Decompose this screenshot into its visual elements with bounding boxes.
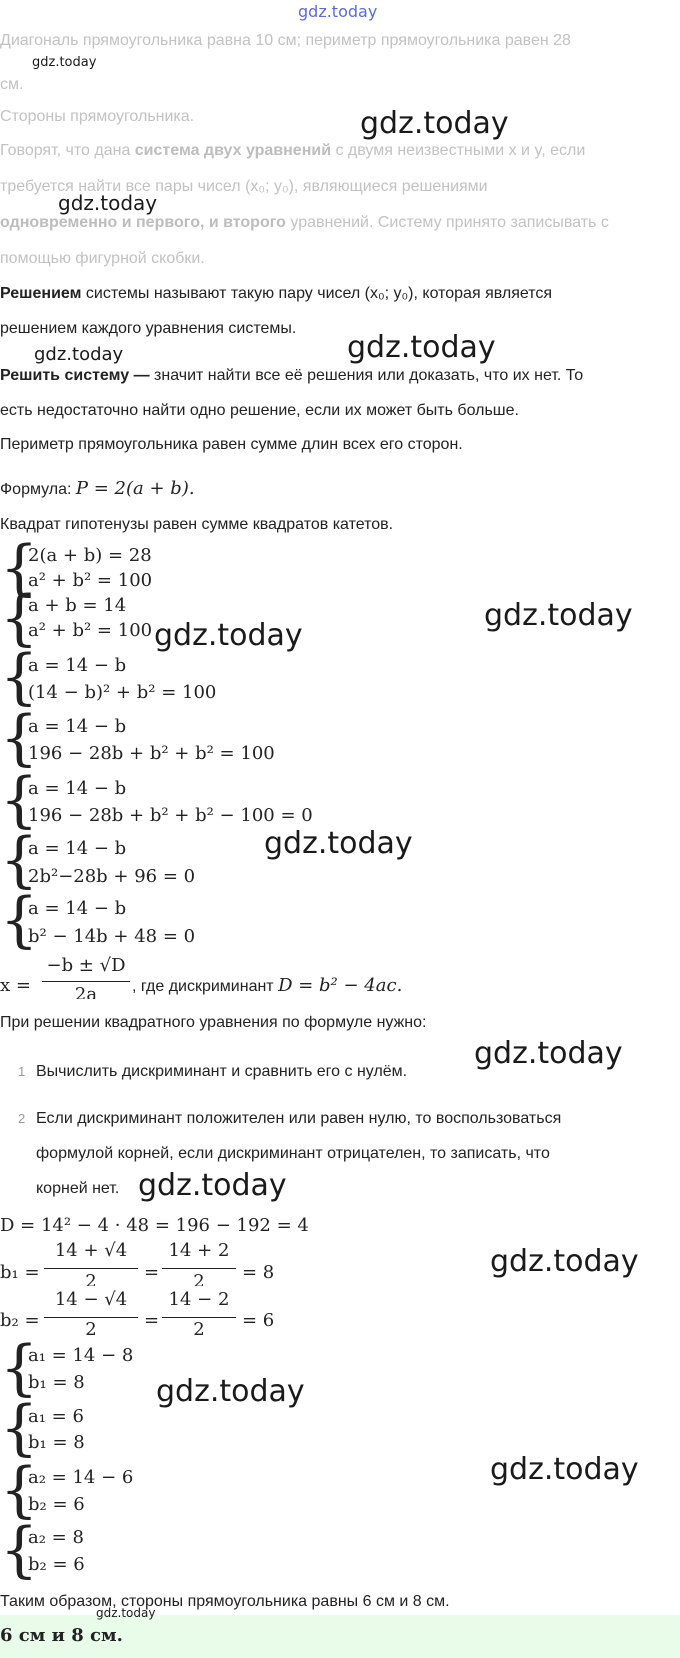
discriminant-text: , где дискриминант D = b² − 4ac. bbox=[132, 975, 403, 996]
equation: a₂ = 14 − 6 bbox=[28, 1467, 134, 1488]
fraction-denominator: 2 bbox=[85, 1271, 97, 1286]
watermark-top: gdz.today bbox=[298, 2, 378, 21]
system-brace: { bbox=[0, 885, 39, 955]
fraction-numerator: 14 + 2 bbox=[168, 1240, 230, 1261]
watermark: gdz.today bbox=[347, 330, 496, 365]
b2-result: = 6 bbox=[242, 1310, 275, 1331]
equation: b² − 14b + 48 = 0 bbox=[28, 926, 196, 947]
equals: = bbox=[144, 1262, 160, 1283]
discriminant-calc: D = 14² − 4 · 48 = 196 − 192 = 4 bbox=[0, 1215, 309, 1236]
intro-line: Диагональ прямоугольника равна 10 см; периметр прямоугольника равен 28 bbox=[0, 32, 571, 49]
perimeter-text: Периметр прямоугольника равен сумме длин всех его сторон. bbox=[0, 436, 463, 453]
formula-x: x = bbox=[0, 975, 31, 996]
fraction-numerator: −b ± √D bbox=[46, 955, 126, 976]
intro-paragraph: Говорят, что дана система двух уравнений с двумя неизвестными x и y, если bbox=[0, 142, 586, 159]
equation: a₁ = 14 − 8 bbox=[28, 1345, 134, 1366]
equation: a₂ = 8 bbox=[28, 1527, 84, 1548]
equation: (14 − b)² + b² = 100 bbox=[28, 682, 217, 703]
system-brace: { bbox=[0, 1333, 39, 1403]
system-brace: { bbox=[0, 765, 39, 835]
fraction-line bbox=[44, 1268, 138, 1269]
system-brace: { bbox=[0, 1455, 39, 1525]
intro-line: см. bbox=[0, 76, 24, 93]
solution-definition: решением каждого уравнения системы. bbox=[0, 320, 297, 337]
watermark: gdz.today bbox=[34, 344, 124, 365]
answer-text: 6 см и 8 см. bbox=[0, 1625, 123, 1646]
watermark: gdz.today bbox=[58, 191, 158, 215]
b2-lhs: b₂ = bbox=[0, 1310, 40, 1331]
intro-line: Стороны прямоугольника. bbox=[0, 108, 195, 125]
fraction-line bbox=[162, 1317, 236, 1318]
solve-definition: Решить систему — значит найти все её решения или доказать, что их нет. То bbox=[0, 367, 584, 384]
watermark: gdz.today bbox=[156, 1374, 305, 1409]
quadratic-intro: При решении квадратного уравнения по формуле нужно: bbox=[0, 1014, 427, 1031]
system-brace: { bbox=[0, 1515, 39, 1585]
answer-box bbox=[0, 1615, 680, 1658]
step-number: 2 bbox=[18, 1111, 26, 1126]
system-brace: { bbox=[0, 642, 39, 712]
watermark: gdz.today bbox=[360, 106, 509, 141]
equation: 196 − 28b + b² + b² − 100 = 0 bbox=[28, 805, 313, 826]
step-text: формулой корней, если дискриминант отрицателен, то записать, что bbox=[36, 1145, 550, 1162]
intro-paragraph: помощью фигурной скобки. bbox=[0, 250, 205, 267]
watermark: gdz.today bbox=[96, 1606, 156, 1620]
equation: b₂ = 6 bbox=[28, 1554, 85, 1575]
system-brace: { bbox=[0, 583, 39, 653]
equation: b₁ = 8 bbox=[28, 1372, 85, 1393]
b1-result: = 8 bbox=[242, 1262, 275, 1283]
intro-paragraph: одновременно и первого, и второго уравнений. Систему принято записывать с bbox=[0, 214, 609, 231]
step-number: 1 bbox=[18, 1064, 26, 1079]
fraction-denominator: 2 bbox=[85, 1319, 97, 1340]
watermark: gdz.today bbox=[490, 1244, 639, 1279]
equation: b₂ = 6 bbox=[28, 1494, 85, 1515]
system-brace: { bbox=[0, 703, 39, 773]
conclusion-text: Таким образом, стороны прямоугольника равны 6 см и 8 см. bbox=[0, 1593, 450, 1610]
b1-lhs: b₁ = bbox=[0, 1262, 40, 1283]
watermark: gdz.today bbox=[154, 618, 303, 653]
fraction-denominator: 2 bbox=[193, 1271, 205, 1286]
step-text: корней нет. bbox=[36, 1180, 120, 1197]
pythagoras-text: Квадрат гипотенузы равен сумме квадратов катетов. bbox=[0, 516, 394, 533]
formula-line: Формула: P = 2(a + b). bbox=[0, 478, 195, 499]
equation: a = 14 − b bbox=[28, 838, 127, 859]
system-brace: { bbox=[0, 533, 39, 603]
watermark: gdz.today bbox=[484, 598, 633, 633]
fraction-numerator: 14 + √4 bbox=[54, 1240, 128, 1261]
equation: a₁ = 6 bbox=[28, 1406, 84, 1427]
equation: 196 − 28b + b² + b² = 100 bbox=[28, 743, 275, 764]
watermark: gdz.today bbox=[474, 1036, 623, 1071]
equals: = bbox=[144, 1310, 160, 1331]
equation: 2b²−28b + 96 = 0 bbox=[28, 866, 196, 887]
watermark: gdz.today bbox=[138, 1168, 287, 1203]
equation: a = 14 − b bbox=[28, 778, 127, 799]
fraction-numerator: 14 − √4 bbox=[54, 1289, 128, 1310]
watermark: gdz.today bbox=[490, 1452, 639, 1487]
equation: a = 14 − b bbox=[28, 898, 127, 919]
intro-paragraph: требуется найти все пары чисел (x₀; y₀), являющиеся решениями bbox=[0, 178, 488, 195]
equation: a² + b² = 100 bbox=[28, 620, 153, 641]
equation: b₁ = 8 bbox=[28, 1432, 85, 1453]
equation: a = 14 − b bbox=[28, 716, 127, 737]
fraction-denominator: 2 bbox=[193, 1319, 205, 1340]
watermark: gdz.today bbox=[32, 55, 97, 70]
solve-definition: есть недостаточно найти одно решение, если их может быть больше. bbox=[0, 402, 519, 419]
equation: a + b = 14 bbox=[28, 595, 127, 616]
equation: a = 14 − b bbox=[28, 655, 127, 676]
step-text: Если дискриминант положителен или равен нулю, то воспользоваться bbox=[36, 1110, 562, 1127]
system-brace: { bbox=[0, 825, 39, 895]
system-brace: { bbox=[0, 1393, 39, 1463]
fraction-numerator: 14 − 2 bbox=[168, 1289, 230, 1310]
fraction-line bbox=[42, 981, 130, 982]
equation: a² + b² = 100 bbox=[28, 570, 153, 591]
step-text: Вычислить дискриминант и сравнить его с нулём. bbox=[36, 1063, 408, 1080]
fraction-line bbox=[162, 1268, 236, 1269]
watermark: gdz.today bbox=[264, 826, 413, 861]
fraction-denominator: 2a bbox=[74, 984, 98, 999]
fraction-line bbox=[44, 1317, 138, 1318]
equation: 2(a + b) = 28 bbox=[28, 545, 152, 566]
solution-definition: Решением системы называют такую пару чисел (x₀; y₀), которая является bbox=[0, 285, 553, 302]
